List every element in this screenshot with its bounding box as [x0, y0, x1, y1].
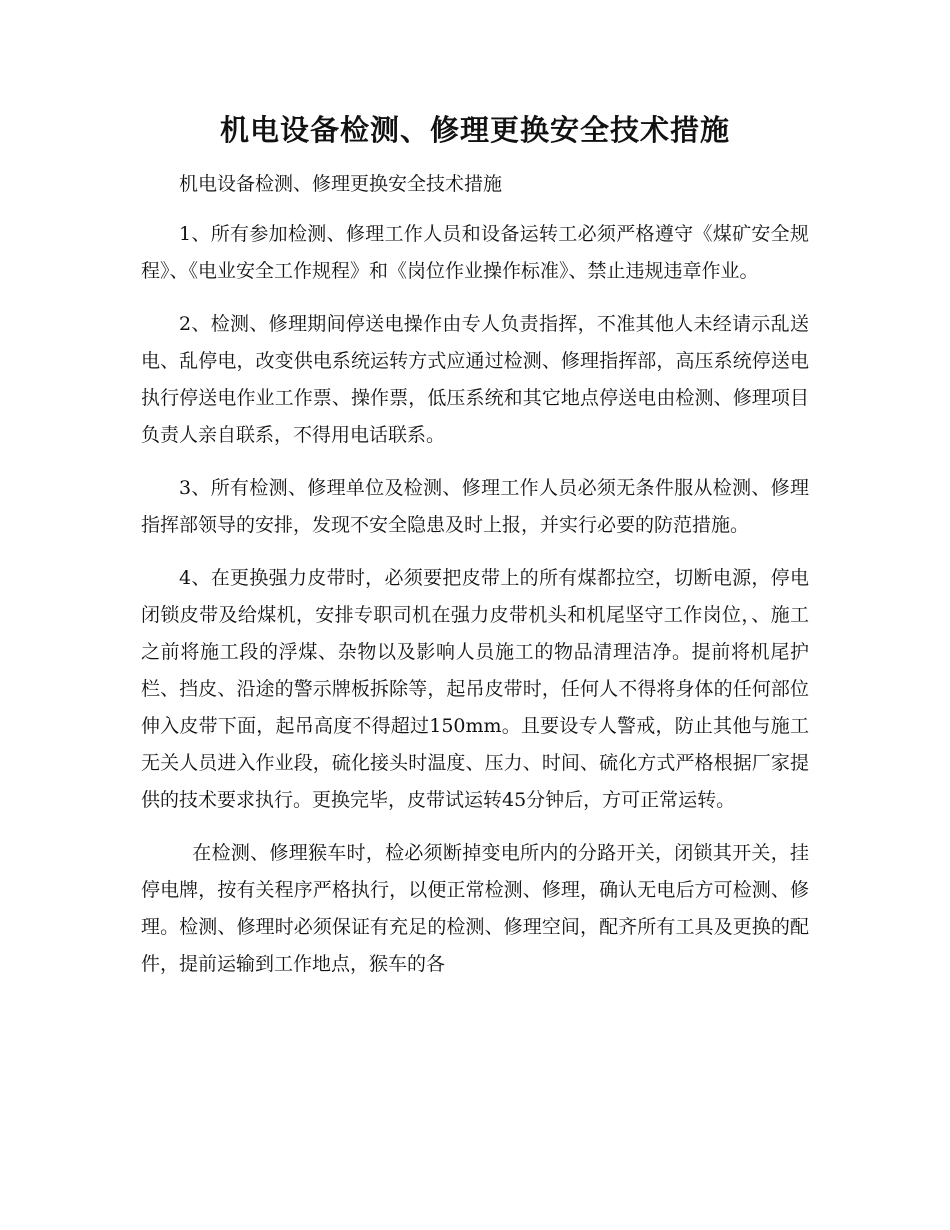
document-body — [141, 166, 809, 999]
paragraph-1: 1、所有参加检测、修理工作人员和设备运转工必须严格遵守《煤矿安全规程》、《电业安全工作规程》和《岗位作业操作标准》、禁止违规违章作业。 — [141, 223, 809, 282]
document-title: 机电设备检测、修理更换安全技术措施 — [219, 113, 730, 147]
paragraph-5: 在检测、修理猴车时，检必须断掉变电所内的分路开关，闭锁其开关，挂停电牌，按有关程序严格执行，以便正常检测、修理，确认无电后方可检测、修理。检测、修理时必须保证有充足的检测、修理空间，配齐所有工具及更换的配件，提前运输到工作地点，猴车的各 — [141, 842, 809, 975]
paragraph-2: 2、检测、修理期间停送电操作由专人负责指挥，不准其他人未经请示乱送电、乱停电，改变供电系统运转方式应通过检测、修理指挥部，高压系统停送电执行停送电作业工作票、操作票，低压系统和其它地点停送电由检测、修理项目负责人亲自联系，不得用电话联系。 — [141, 313, 809, 446]
document-subtitle: 机电设备检测、修理更换安全技术措施 — [179, 173, 503, 195]
paragraph-3: 3、所有检测、修理单位及检测、修理工作人员必须无条件服从检测、修理指挥部领导的安排，发现不安全隐患及时上报，并实行必要的防范措施。 — [141, 477, 809, 536]
paragraph-4: 4、在更换强力皮带时，必须要把皮带上的所有煤都拉空，切断电源，停电闭锁皮带及给煤机，安排专职司机在强力皮带机头和机尾坚守工作岗位，、施工之前将施工段的浮煤、杂物以及影响人员施工的物品清理洁净。提前将机尾护栏、挡皮、沿途的警示牌板拆除等，起吊皮带时，任何人不得将身体的任何部位伸入皮带下面，起吊高度不得超过150mm。且要设专人警戒，防止其他与施工无关人员进入作业段，硫化接头时温度、压力、时间、硫化方式严格根据厂家提供的技术要求执行。更换完毕，皮带试运转45分钟后，方可正常运转。 — [141, 567, 809, 811]
